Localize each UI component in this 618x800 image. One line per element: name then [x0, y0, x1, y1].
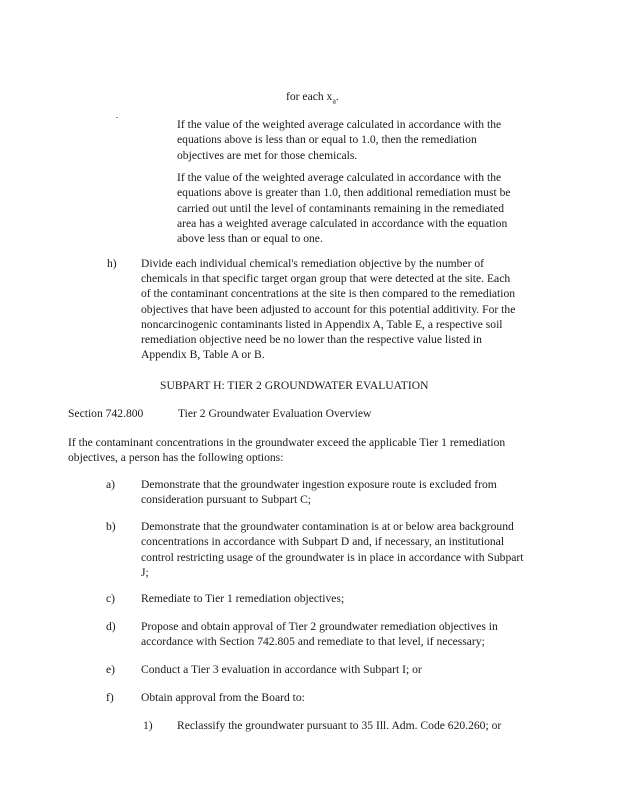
paragraph-line: Appendix B, Table A or B.	[141, 348, 265, 362]
sub-item-1-marker: 1)	[143, 719, 153, 732]
option-f-body	[141, 690, 305, 705]
paragraph-line: of the contaminant concentrations at the site is then compared to the remediation	[141, 287, 516, 301]
option-d-body	[141, 619, 498, 650]
option-e-body	[141, 662, 422, 677]
paragraph-line: objectives are met for those chemicals.	[177, 148, 358, 162]
paragraph-line: Reclassify the groundwater pursuant to 35 Ill. Adm. Code 620.260; or	[177, 719, 502, 732]
option-d-marker: d)	[106, 620, 116, 633]
paragraph-line: If the value of the weighted average calculated in accordance with the	[177, 171, 502, 184]
formula-subscript: a	[332, 96, 336, 106]
item-h-body	[141, 256, 515, 362]
scan-speck	[116, 117, 118, 118]
paragraph-line: chemicals in that specific target organ group that were detected at the site. Each	[141, 272, 511, 286]
paragraph-line: Obtain approval from the Board to:	[141, 691, 305, 704]
option-b-body	[141, 519, 523, 580]
formula-text: for each x	[286, 90, 333, 103]
option-a-marker: a)	[106, 478, 116, 491]
paragraph-line: If the contaminant concentrations in the groundwater exceed the applicable Tier 1 remediation	[68, 436, 506, 449]
section-title: Tier 2 Groundwater Evaluation Overview	[178, 407, 372, 420]
paragraph-line: consideration pursuant to Subpart C;	[141, 493, 312, 507]
paragraph-line: noncarcinogenic contaminants listed in Appendix A, Table E, a respective soil	[141, 317, 503, 331]
paragraph-line: Divide each individual chemical's remediation objective by the number of	[141, 257, 485, 270]
paragraph-line: Propose and obtain approval of Tier 2 groundwater remediation objectives in	[141, 620, 498, 633]
option-a-body	[141, 477, 497, 508]
paragraph-line: above less than or equal to one.	[177, 232, 323, 246]
paragraph-less-or-equal	[177, 117, 501, 163]
formula-tail: .	[335, 90, 339, 103]
paragraph-line: control restricting usage of the groundwater is in place in accordance with Subpart	[141, 550, 524, 564]
option-c-body	[141, 591, 344, 606]
paragraph-line: concentrations in accordance with Subpart D and, if necessary, an institutional	[141, 535, 505, 549]
formula-line	[286, 89, 339, 108]
option-e-marker: e)	[106, 663, 116, 676]
section-number: Section 742.800	[68, 407, 144, 420]
option-b-marker: b)	[106, 520, 116, 533]
paragraph-line: If the value of the weighted average calculated in accordance with the	[177, 118, 502, 131]
option-f-marker: f)	[106, 691, 114, 704]
option-c-marker: c)	[106, 592, 116, 605]
paragraph-line: area has a weighted average calculated in accordance with the equation	[177, 216, 508, 230]
paragraph-line: equations above is greater than 1.0, then additional remediation must be	[177, 186, 511, 200]
subpart-heading: SUBPART H: TIER 2 GROUNDWATER EVALUATION	[160, 379, 429, 392]
item-h-marker: h)	[107, 257, 117, 270]
paragraph-line: accordance with Section 742.805 and remediate to that level, if necessary;	[141, 635, 485, 649]
paragraph-line: carried out until the level of contaminants remaining in the remediated	[177, 201, 505, 215]
options-intro	[68, 435, 505, 466]
paragraph-line: Remediate to Tier 1 remediation objectives;	[141, 592, 345, 605]
sub-item-1-body	[177, 718, 501, 733]
paragraph-line: Demonstrate that the groundwater ingestion exposure route is excluded from	[141, 478, 497, 491]
paragraph-line: objectives, a person has the following options:	[68, 451, 284, 465]
paragraph-greater	[177, 170, 511, 246]
paragraph-line: Demonstrate that the groundwater contamination is at or below area background	[141, 520, 514, 533]
paragraph-line: objectives that have been adjusted to account for this potential additivity. For the	[141, 302, 516, 316]
paragraph-line: J;	[141, 565, 149, 579]
paragraph-line: equations above is less than or equal to 1.0, then the remediation	[177, 133, 477, 147]
paragraph-line: remediation objective need be no lower than the respective value listed in	[141, 333, 482, 347]
paragraph-line: Conduct a Tier 3 evaluation in accordance with Subpart I; or	[141, 663, 422, 676]
